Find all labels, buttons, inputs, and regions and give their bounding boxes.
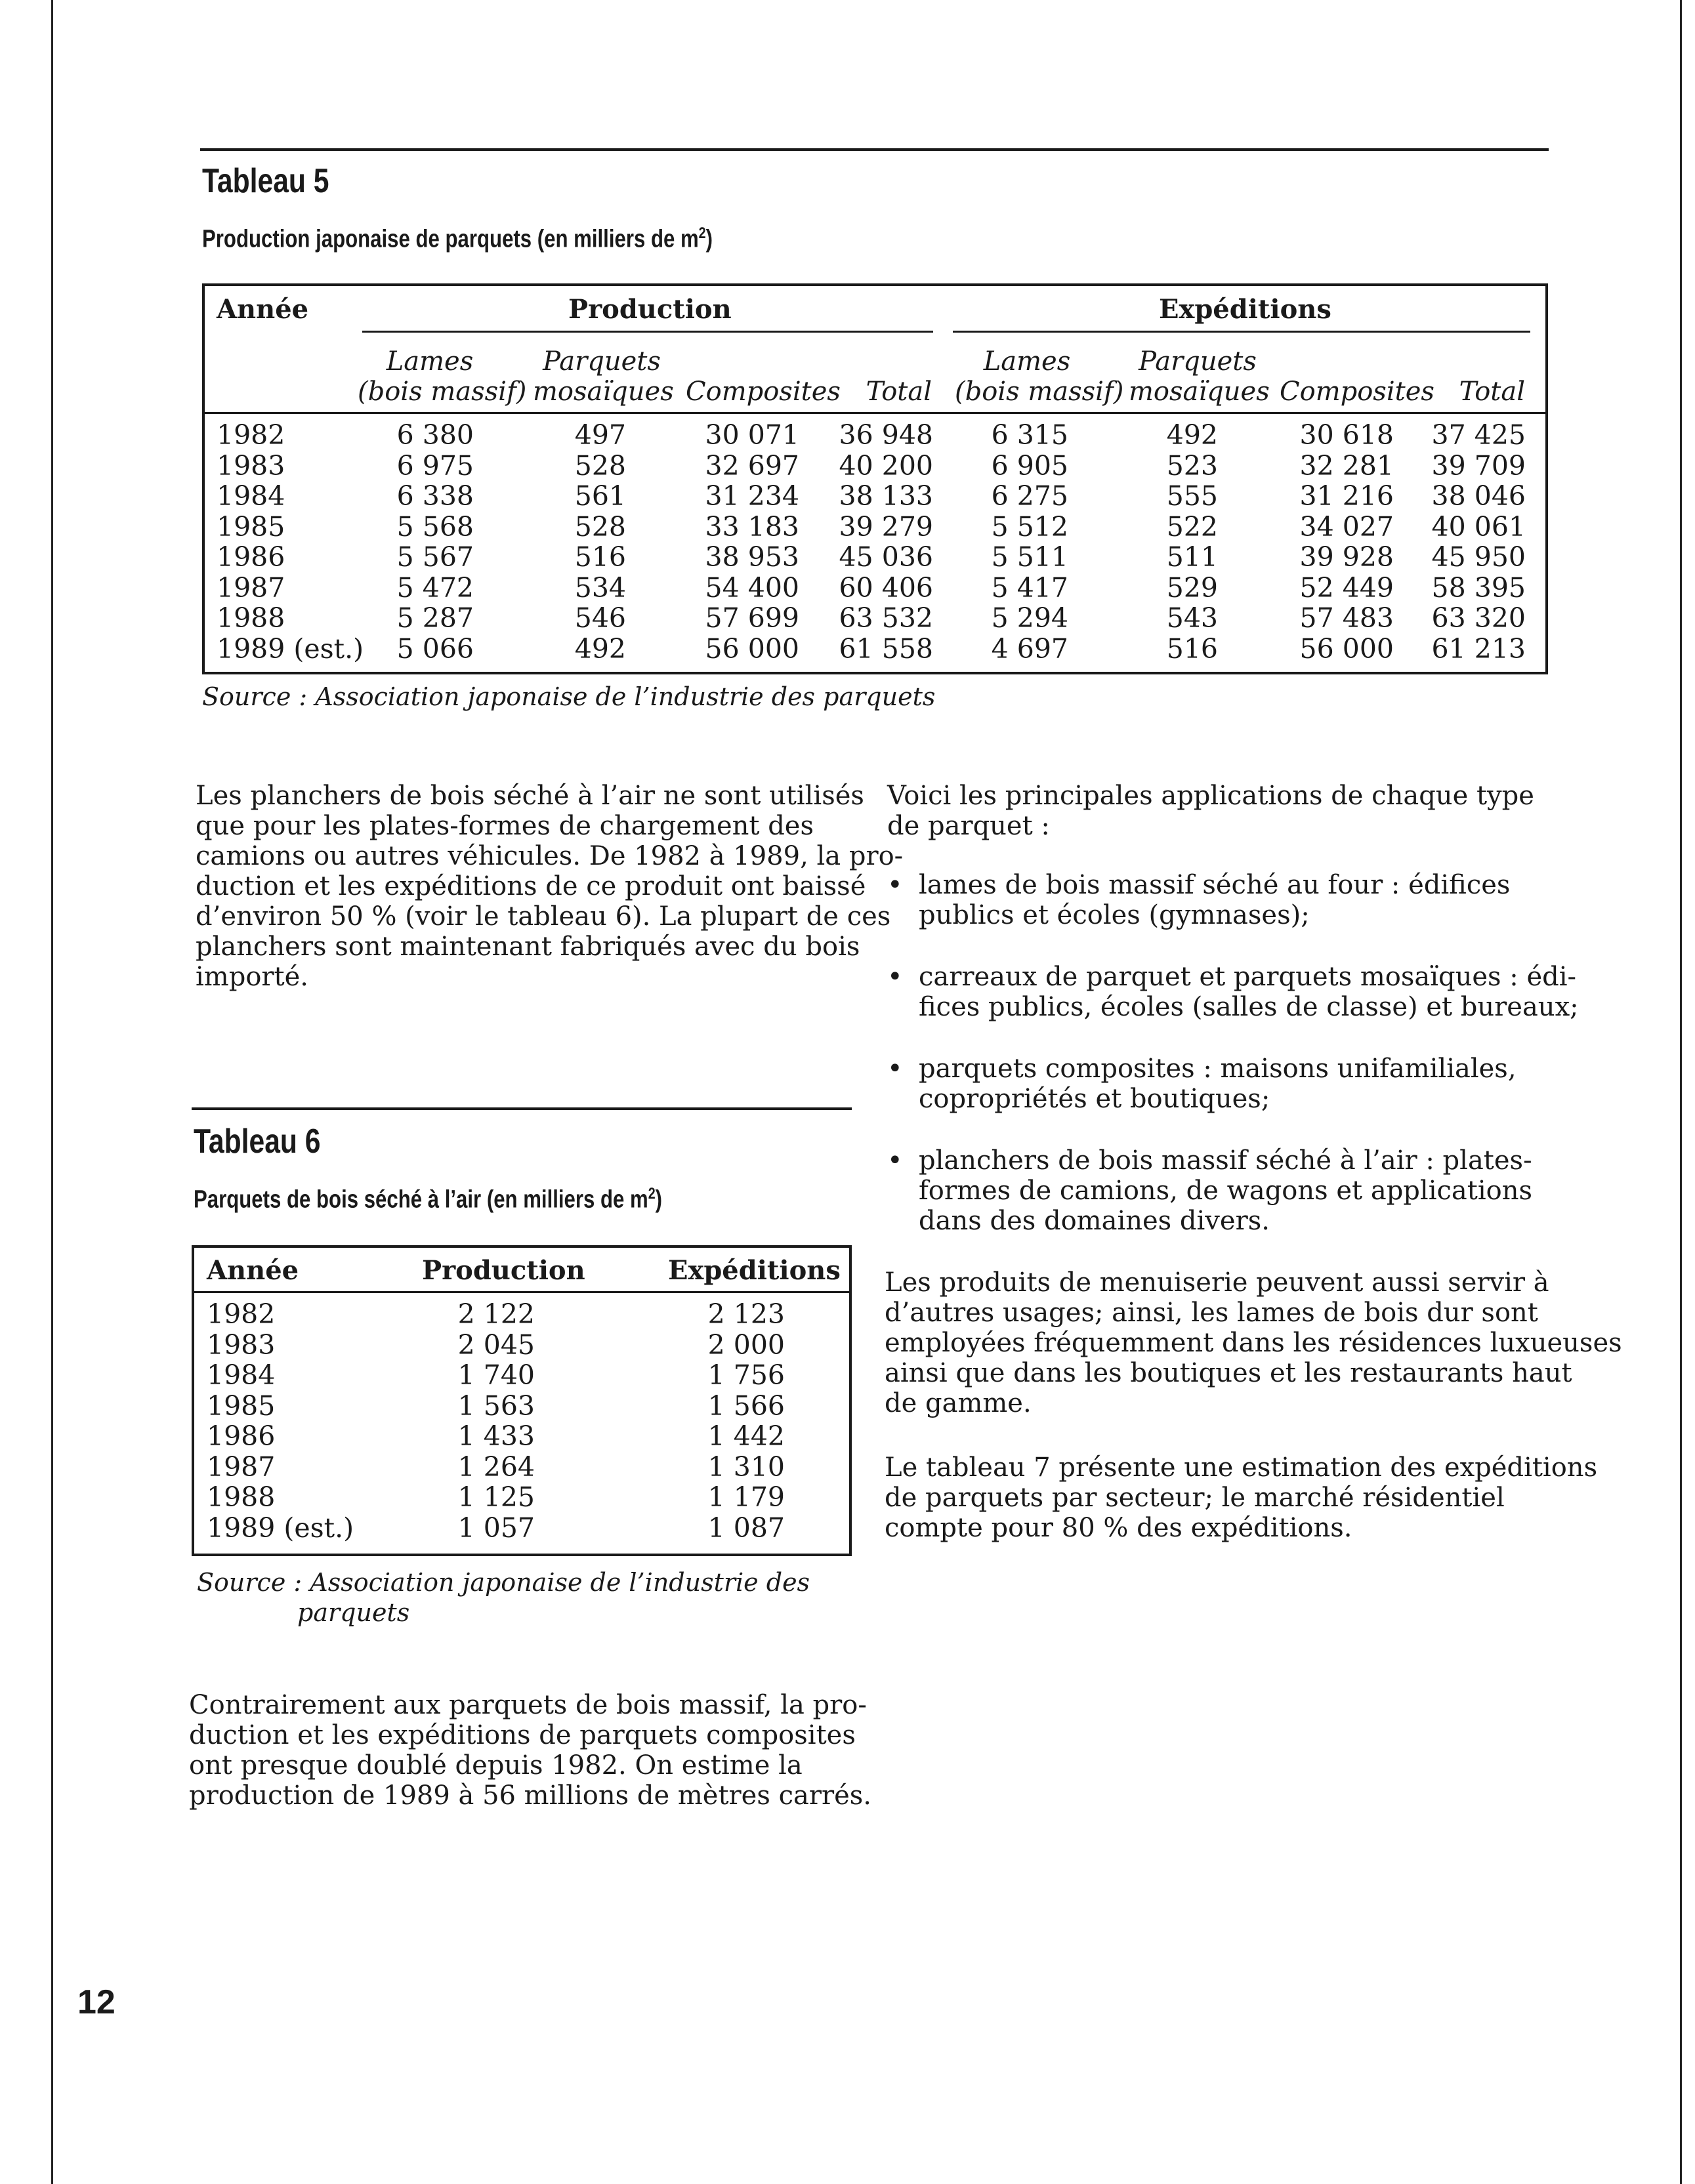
table6-source-line-2: parquets bbox=[297, 1598, 410, 1627]
table5-value-cell: 5 417 bbox=[991, 571, 1068, 604]
table5-subheader: Composites bbox=[1280, 377, 1434, 407]
paragraph-line: Les produits de menuiserie peuvent aussi servir à bbox=[885, 1267, 1549, 1298]
table5-value-cell: 529 bbox=[1166, 571, 1218, 604]
table5-value-cell: 40 061 bbox=[1431, 510, 1526, 543]
table5-top-rule bbox=[200, 148, 1549, 151]
table6-year-cell: 1987 bbox=[207, 1451, 276, 1483]
table5-year-cell: 1986 bbox=[217, 541, 285, 573]
bullet-text bbox=[919, 1054, 1517, 1114]
bullet-line: dans des domaines divers. bbox=[919, 1206, 1270, 1236]
table5-value-cell: 6 380 bbox=[396, 419, 474, 451]
table5-value-cell: 5 511 bbox=[991, 541, 1068, 573]
table5-value-cell: 6 905 bbox=[991, 449, 1068, 482]
table5-value-cell: 528 bbox=[574, 449, 626, 482]
table5-value-cell: 492 bbox=[1166, 419, 1218, 451]
bullet-line: publics et écoles (gymnases); bbox=[919, 900, 1310, 930]
paragraph-line: que pour les plates-formes de chargement des bbox=[196, 811, 814, 841]
table6-header-rule bbox=[192, 1291, 852, 1293]
paragraph-line: d’environ 50 % (voir le tableau 6). La plupart de ces bbox=[196, 901, 891, 932]
table5-title: Tableau 5 bbox=[202, 162, 329, 200]
table6-top-rule bbox=[192, 1107, 852, 1110]
table5-value-cell: 497 bbox=[574, 419, 626, 451]
page-number: 12 bbox=[77, 1983, 115, 2021]
table5-value-cell: 534 bbox=[574, 571, 626, 604]
table5-value-cell: 56 000 bbox=[1299, 632, 1394, 665]
table6-year-cell: 1988 bbox=[207, 1481, 276, 1513]
table5-year-cell: 1983 bbox=[217, 449, 285, 482]
table6-value-cell: 1 433 bbox=[457, 1420, 535, 1452]
table5-subheader: (bois massif) bbox=[358, 377, 527, 407]
paragraph-line: Le tableau 7 présente une estimation des expéditions bbox=[885, 1453, 1598, 1483]
table5-value-cell: 58 395 bbox=[1431, 571, 1526, 604]
table5-value-cell: 56 000 bbox=[705, 632, 799, 665]
table5-value-cell: 511 bbox=[1166, 541, 1218, 573]
table5-year-cell: 1987 bbox=[217, 571, 285, 604]
table5-subheader: Composites bbox=[686, 377, 841, 407]
table6-subtitle: Parquets de bois séché à l’air (en milliers de $m^2$) bbox=[194, 1185, 663, 1214]
table5-value-cell: 555 bbox=[1166, 480, 1218, 512]
table5-value-cell: 6 275 bbox=[991, 480, 1068, 512]
table6-year-cell: 1982 bbox=[207, 1298, 276, 1330]
paragraph-line: importé. bbox=[196, 962, 308, 992]
table5-header-year: Année bbox=[217, 294, 309, 325]
paragraph-line: ainsi que dans les boutiques et les restaurants haut bbox=[885, 1358, 1572, 1388]
bullet-marker: • bbox=[887, 1145, 903, 1176]
bullet-line: lames de bois massif séché au four : édifices bbox=[919, 870, 1511, 900]
table5-value-cell: 38 133 bbox=[839, 480, 933, 512]
table5-value-cell: 52 449 bbox=[1299, 571, 1394, 604]
table6-header-year: Année bbox=[207, 1255, 299, 1286]
table6-value-cell: 2 123 bbox=[707, 1298, 785, 1330]
table5-production-rule bbox=[362, 331, 933, 333]
right-paragraph-3 bbox=[885, 1453, 1597, 1543]
table5-value-cell: 5 568 bbox=[396, 510, 474, 543]
table5-value-cell: 546 bbox=[574, 602, 626, 634]
left-paragraph-2 bbox=[189, 1690, 871, 1811]
table5-header-expeditions: Expéditions bbox=[1159, 294, 1331, 325]
table5-subheader: mosaïques bbox=[533, 377, 674, 407]
table5-value-cell: 32 281 bbox=[1299, 449, 1394, 482]
table6-year-cell: 1983 bbox=[207, 1329, 276, 1361]
paragraph-line: ont presque doublé depuis 1982. On estime la bbox=[189, 1750, 803, 1781]
table5-value-cell: 38 046 bbox=[1431, 480, 1526, 512]
table5-subtitle: Production japonaise de parquets (en milliers de $m^2$) bbox=[202, 224, 713, 253]
table5-year-cell: 1988 bbox=[217, 602, 285, 634]
table5-year-cell: 1985 bbox=[217, 510, 285, 543]
page-right-border bbox=[1680, 0, 1682, 2184]
table5-value-cell: 30 071 bbox=[705, 419, 799, 451]
bullet-marker: • bbox=[887, 1054, 903, 1084]
table5-value-cell: 38 953 bbox=[705, 541, 799, 573]
table6-source-line-1: Source : Association japonaise de l’industrie des bbox=[197, 1568, 810, 1597]
table5-value-cell: 33 183 bbox=[705, 510, 799, 543]
table5-value-cell: 31 216 bbox=[1299, 480, 1394, 512]
bullet-line: formes de camions, de wagons et applications bbox=[919, 1176, 1532, 1206]
table6-header-expeditions: Expéditions bbox=[668, 1255, 841, 1286]
table5-subheader: Total bbox=[866, 377, 932, 407]
bullet-line: parquets composites : maisons unifamiliales, bbox=[919, 1054, 1517, 1084]
table6-value-cell: 1 057 bbox=[457, 1512, 535, 1544]
bullet-line: fices publics, écoles (salles de classe) et bureaux; bbox=[919, 992, 1579, 1022]
table5-value-cell: 57 483 bbox=[1299, 602, 1394, 634]
table5-value-cell: 54 400 bbox=[705, 571, 799, 604]
table6-year-cell: 1986 bbox=[207, 1420, 276, 1452]
table5-value-cell: 39 928 bbox=[1299, 541, 1394, 573]
bullet-line: planchers de bois massif séché à l’air : plates- bbox=[919, 1145, 1532, 1176]
table5-value-cell: 528 bbox=[574, 510, 626, 543]
table5-value-cell: 523 bbox=[1166, 449, 1218, 482]
paragraph-line: duction et les expéditions de parquets composites bbox=[189, 1720, 856, 1750]
table5-subheader: Lames bbox=[386, 346, 474, 377]
table5-value-cell: 32 697 bbox=[705, 449, 799, 482]
table5-value-cell: 37 425 bbox=[1431, 419, 1526, 451]
paragraph-line: planchers sont maintenant fabriqués avec du bois bbox=[196, 932, 860, 962]
table5-subheader: Total bbox=[1459, 377, 1525, 407]
table5-value-cell: 39 709 bbox=[1431, 449, 1526, 482]
table6-value-cell: 1 125 bbox=[457, 1481, 535, 1513]
table5-value-cell: 57 699 bbox=[705, 602, 799, 634]
table5-value-cell: 45 036 bbox=[839, 541, 933, 573]
table5-value-cell: 561 bbox=[574, 480, 626, 512]
table6-year-cell: 1984 bbox=[207, 1359, 276, 1391]
table5-value-cell: 45 950 bbox=[1431, 541, 1526, 573]
table5-value-cell: 6 315 bbox=[991, 419, 1068, 451]
bullet-text bbox=[919, 1145, 1532, 1236]
table5-value-cell: 516 bbox=[574, 541, 626, 573]
table5-subheader: (bois massif) bbox=[955, 377, 1124, 407]
table6-value-cell: 1 756 bbox=[707, 1359, 785, 1391]
table6-value-cell: 2 045 bbox=[457, 1329, 535, 1361]
table5-subheader: Lames bbox=[983, 346, 1071, 377]
table5-value-cell: 5 287 bbox=[396, 602, 474, 634]
table5-value-cell: 516 bbox=[1166, 632, 1218, 665]
table5-value-cell: 36 948 bbox=[839, 419, 933, 451]
bullet-text bbox=[919, 870, 1510, 930]
table5-header-rule bbox=[202, 412, 1548, 414]
table5-value-cell: 39 279 bbox=[839, 510, 933, 543]
table6-value-cell: 2 122 bbox=[457, 1298, 535, 1330]
paragraph-line: Les planchers de bois séché à l’air ne sont utilisés bbox=[196, 781, 864, 811]
bullet-line: carreaux de parquet et parquets mosaïques : édi- bbox=[919, 962, 1577, 992]
table5-value-cell: 31 234 bbox=[705, 480, 799, 512]
paragraph-line: camions ou autres véhicules. De 1982 à 1989, la pro- bbox=[196, 841, 904, 871]
table6-value-cell: 1 740 bbox=[457, 1359, 535, 1391]
table5-subheader: Parquets bbox=[1139, 346, 1257, 377]
right-intro-paragraph bbox=[887, 781, 1534, 841]
paragraph-line: Contrairement aux parquets de bois massif, la pro- bbox=[189, 1690, 867, 1720]
table6-value-cell: 1 179 bbox=[707, 1481, 785, 1513]
table5-value-cell: 61 558 bbox=[839, 632, 933, 665]
table6-value-cell: 2 000 bbox=[707, 1329, 785, 1361]
table6-header-production: Production bbox=[422, 1255, 585, 1286]
table5-header-production: Production bbox=[568, 294, 732, 325]
table5-value-cell: 30 618 bbox=[1299, 419, 1394, 451]
paragraph-line: production de 1989 à 56 millions de mètres carrés. bbox=[189, 1781, 871, 1811]
table5-value-cell: 60 406 bbox=[839, 571, 933, 604]
bullet-marker: • bbox=[887, 870, 903, 900]
table6-value-cell: 1 264 bbox=[457, 1451, 535, 1483]
page-left-border bbox=[51, 0, 53, 2184]
paragraph-line: employées fréquemment dans les résidences luxueuses bbox=[885, 1328, 1622, 1358]
table5-subheader: mosaïques bbox=[1129, 377, 1270, 407]
table5-source: Source : Association japonaise de l’industrie des parquets bbox=[202, 682, 936, 711]
table5-value-cell: 492 bbox=[574, 632, 626, 665]
table5-value-cell: 6 338 bbox=[396, 480, 474, 512]
paragraph-line: de parquets par secteur; le marché résidentiel bbox=[885, 1483, 1505, 1513]
table5-value-cell: 5 512 bbox=[991, 510, 1068, 543]
bullet-marker: • bbox=[887, 962, 903, 992]
table5-year-cell: 1989 (est.) bbox=[217, 632, 364, 665]
paragraph-line: d’autres usages; ainsi, les lames de bois dur sont bbox=[885, 1298, 1538, 1328]
table6-value-cell: 1 310 bbox=[707, 1451, 785, 1483]
table6-year-cell: 1985 bbox=[207, 1390, 276, 1422]
table6-value-cell: 1 563 bbox=[457, 1390, 535, 1422]
table5-value-cell: 61 213 bbox=[1431, 632, 1526, 665]
table5-value-cell: 63 532 bbox=[839, 602, 933, 634]
table5-value-cell: 543 bbox=[1166, 602, 1218, 634]
paragraph-line: de gamme. bbox=[885, 1388, 1032, 1418]
table5-value-cell: 5 567 bbox=[396, 541, 474, 573]
table5-value-cell: 5 294 bbox=[991, 602, 1068, 634]
table5-value-cell: 522 bbox=[1166, 510, 1218, 543]
table5-value-cell: 5 066 bbox=[396, 632, 474, 665]
table6-value-cell: 1 442 bbox=[707, 1420, 785, 1452]
table5-value-cell: 4 697 bbox=[991, 632, 1068, 665]
table6-value-cell: 1 087 bbox=[707, 1512, 785, 1544]
bullet-line: copropriétés et boutiques; bbox=[919, 1084, 1270, 1114]
table5-value-cell: 6 975 bbox=[396, 449, 474, 482]
bullet-text bbox=[919, 962, 1579, 1022]
paragraph-line: duction et les expéditions de ce produit ont baissé bbox=[196, 871, 866, 901]
left-paragraph-1 bbox=[196, 781, 903, 992]
table5-year-cell: 1982 bbox=[217, 419, 285, 451]
table5-value-cell: 40 200 bbox=[839, 449, 933, 482]
paragraph-line: Voici les principales applications de chaque type bbox=[887, 781, 1534, 811]
right-paragraph-2 bbox=[885, 1267, 1622, 1418]
table6-year-cell: 1989 (est.) bbox=[207, 1512, 354, 1544]
table6-value-cell: 1 566 bbox=[707, 1390, 785, 1422]
paragraph-line: compte pour 80 % des expéditions. bbox=[885, 1513, 1352, 1543]
table5-expeditions-rule bbox=[953, 331, 1530, 333]
table5-subheader: Parquets bbox=[543, 346, 661, 377]
table6-title: Tableau 6 bbox=[194, 1123, 321, 1161]
table5-value-cell: 34 027 bbox=[1299, 510, 1394, 543]
table5-value-cell: 5 472 bbox=[396, 571, 474, 604]
table5-value-cell: 63 320 bbox=[1431, 602, 1526, 634]
table5-year-cell: 1984 bbox=[217, 480, 285, 512]
paragraph-line: de parquet : bbox=[887, 811, 1050, 841]
